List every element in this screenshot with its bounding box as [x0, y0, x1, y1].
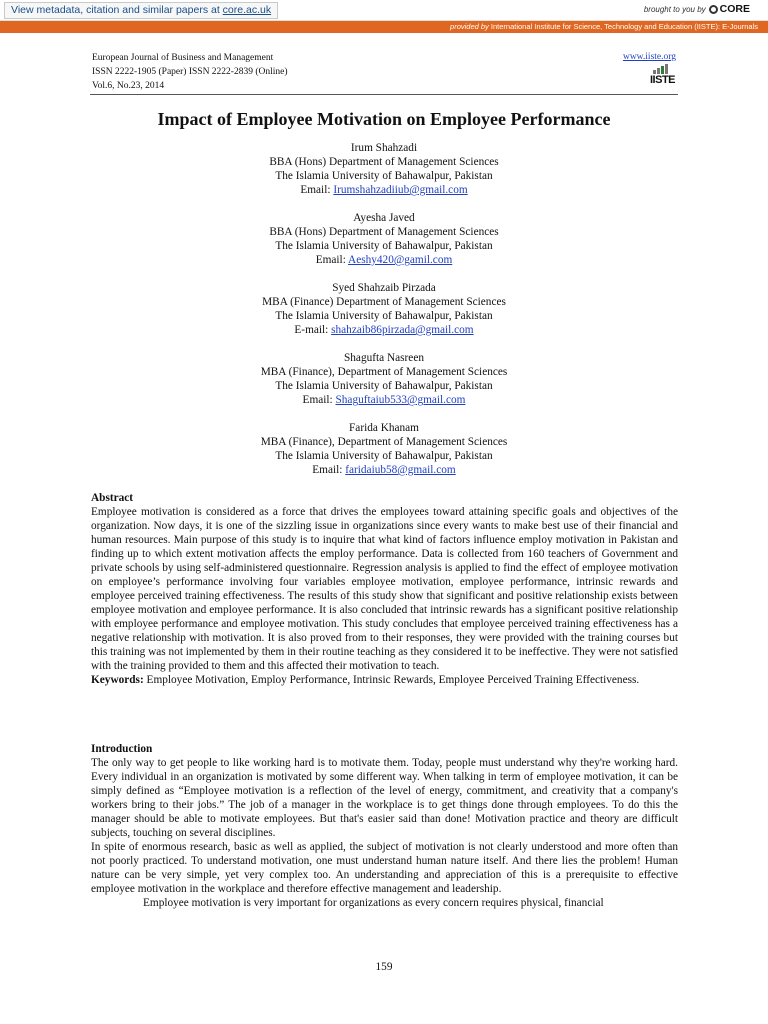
paper-title: Impact of Employee Motivation on Employee Performance	[157, 109, 611, 129]
core-logo-label: CORE	[719, 3, 750, 15]
author-block	[0, 351, 768, 407]
email-label: Email:	[302, 394, 336, 406]
provider-text	[450, 22, 758, 32]
abstract-section	[91, 491, 678, 687]
author-name: Syed Shahzaib Pirzada	[332, 282, 436, 294]
email-label: Email:	[312, 464, 346, 476]
core-ac-uk-link[interactable]: core.ac.uk	[222, 4, 272, 16]
email-label: Email:	[315, 254, 349, 266]
author-name: Shagufta Nasreen	[344, 352, 424, 364]
keywords-text: Employee Motivation, Employ Performance, Intrinsic Rewards, Employee Perceived Training Effectiveness.	[143, 674, 640, 686]
abstract-heading: Abstract	[91, 492, 134, 504]
author-degree: BBA (Hons) Department of Management Sciences	[269, 226, 499, 238]
author-name: Ayesha Javed	[353, 212, 415, 224]
journal-website-link[interactable]: www.iiste.org	[622, 52, 676, 62]
author-degree: BBA (Hons) Department of Management Sciences	[269, 156, 499, 168]
keywords-label: Keywords:	[91, 674, 144, 686]
journal-name: European Journal of Business and Management	[92, 53, 274, 63]
author-block	[0, 211, 768, 267]
keywords-line	[91, 673, 678, 687]
iiste-logo	[650, 64, 676, 90]
author-email-line	[0, 183, 768, 197]
author-email-line	[0, 393, 768, 407]
introduction-heading: Introduction	[91, 743, 153, 755]
author-name: Farida Khanam	[349, 422, 419, 434]
author-degree: MBA (Finance) Department of Management Sciences	[262, 296, 506, 308]
author-email-line	[0, 323, 768, 337]
author-block	[0, 281, 768, 337]
author-university: The Islamia University of Bahawalpur, Pakistan	[275, 310, 493, 322]
author-block	[0, 141, 768, 197]
author-list	[0, 141, 768, 491]
iiste-logo-text: IISTE	[650, 74, 676, 86]
email-label: E-mail:	[294, 324, 332, 336]
introduction-paragraph: The only way to get people to like working hard is to motivate them. Today, people must understand why they're working hard. Every individual in an organization is motivated by some different way. When talking in term of employee motivation, it can be simply defined as “Employee motivation is a reflection of the level of energy, commitment, and creativity that a company's workers bring to their jobs.” The job of a manager in the workplace is to get things done through employees. To do this the manager should be able to motivate employees. But that's easier said than done! Motivation practice and theory are difficult subjects, touching on several disciplines.	[91, 757, 678, 839]
author-email-link[interactable]: shahzaib86pirzada@gmail.com	[331, 324, 474, 336]
introduction-section	[91, 742, 678, 910]
author-block	[0, 421, 768, 477]
core-logo-icon	[709, 5, 718, 14]
core-metadata-link[interactable]	[4, 2, 278, 19]
author-email-line	[0, 253, 768, 267]
author-email-link[interactable]: Aeshy420@gamil.com	[348, 254, 453, 266]
header-divider	[90, 94, 678, 95]
author-degree: MBA (Finance), Department of Management Sciences	[260, 436, 508, 448]
author-email-line	[0, 463, 768, 477]
core-banner	[0, 0, 768, 21]
email-label: Email:	[300, 184, 334, 196]
provider-name: International Institute for Science, Technology and Education (IISTE): E-Journals	[488, 22, 758, 31]
brought-by-text: brought to you by	[643, 4, 706, 14]
author-university: The Islamia University of Bahawalpur, Pakistan	[275, 450, 493, 462]
author-email-link[interactable]: Shaguftaiub533@gmail.com	[335, 394, 466, 406]
introduction-paragraph: In spite of enormous research, basic as well as applied, the subject of motivation is not clearly understood and more often than not poorly practiced. To understand motivation, one must understand human nature itself. And there lies the problem! Human nature can be very simple, yet very complex too. An understanding and appreciation of this is a prerequisite to effective employee motivation in the workplace and therefore effective management and leadership.	[91, 841, 678, 895]
author-degree: MBA (Finance), Department of Management Sciences	[260, 366, 508, 378]
provided-by-label: provided by	[450, 22, 489, 31]
journal-volume: Vol.6, No.23, 2014	[92, 81, 165, 91]
iiste-logo-bars-icon	[653, 64, 673, 74]
author-email-link[interactable]: Irumshahzadiiub@gmail.com	[333, 184, 468, 196]
provider-bar	[0, 21, 768, 33]
core-logo[interactable]	[709, 3, 750, 15]
author-name: Irum Shahzadi	[350, 142, 418, 154]
introduction-paragraph: Employee motivation is very important for organizations as every concern requires physical, financial	[143, 897, 604, 909]
core-link-prefix: View metadata, citation and similar papers at	[11, 4, 223, 16]
journal-issn: ISSN 2222-1905 (Paper) ISSN 2222-2839 (Online)	[92, 67, 288, 77]
author-university: The Islamia University of Bahawalpur, Pakistan	[275, 380, 493, 392]
core-brought-by[interactable]	[644, 3, 750, 15]
abstract-text: Employee motivation is considered as a force that drives the employees toward attaining specific goals and objectives of the organization. Now days, it is one of the sizzling issue in organizations since every wants to make best use of their financial and human resources. Main purpose of this study is to inquire that what kind of factors influence employ motivation in Pakistan and finding up to which extent motivation affects the employ performance. Data is collected from 160 teachers of Government and private schools by using self-administered questionnaire. Regression analysis is applied to find the effect of employee motivation on employee’s performance involving four variables employee motivation, employee performance, intrinsic rewards and employee perceived training effectiveness. The results of this study show that significant and positive relationship exists between employee motivation and employee performance. It is also concluded that intrinsic rewards has a significant positive relationship with employee performance and employee motivation. This study concludes that employee perceived training effectiveness has a negative relationship with motivation. It is also proved from to their responses, they were provided with the training courses but this training was not implemented by them in their routine teaching as they considered it to be ineffective. They were not satisfied with the training provided to them and this affected their motivation to teach.	[91, 506, 678, 672]
author-university: The Islamia University of Bahawalpur, Pakistan	[275, 240, 493, 252]
author-email-link[interactable]: faridaiub58@gmail.com	[345, 464, 456, 476]
page-number: 159	[375, 961, 393, 973]
author-university: The Islamia University of Bahawalpur, Pakistan	[275, 170, 493, 182]
